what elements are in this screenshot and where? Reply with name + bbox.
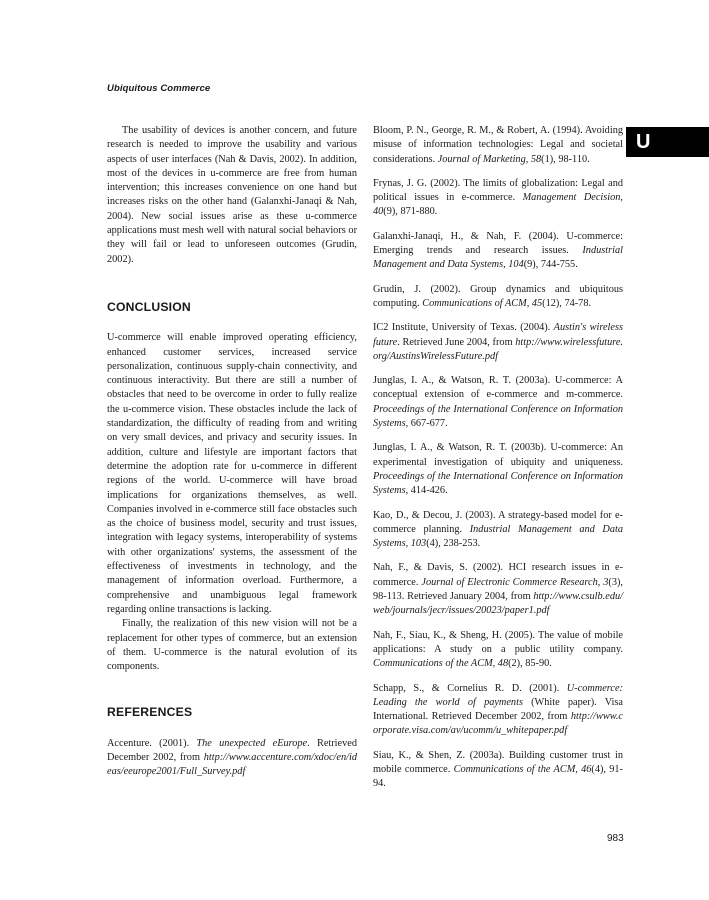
ref-text: (9), 871-880.	[383, 206, 438, 218]
ref-text: Schapp, S., & Cornelius R. D. (2001).	[373, 682, 567, 694]
ref-text: Grudin, J. (2002). Group dynamics and ubiquitous computing.	[373, 283, 623, 309]
ref-text: Siau, K., & Shen, Z. (2003a). Building customer trust in mobile commerce.	[373, 749, 623, 775]
ref-url: http://www.accenture.com/xdoc/en/ideas/eeurope2001/Full_Survey.pdf	[107, 751, 357, 778]
running-head: Ubiquitous Commerce	[107, 83, 211, 94]
ref-text: Junglas, I. A., & Watson, R. T. (2003b). U-commerce: An experimental investigation of ubiquity and uniqueness.	[373, 442, 623, 468]
reference-entry	[373, 230, 623, 273]
reference-entry	[373, 283, 623, 312]
reference-entry	[373, 629, 623, 672]
ref-url: http://www.csulb.edu/web/journals/jecr/issues/20023/paper1.pdf	[373, 591, 623, 617]
ref-text: Frynas, J. G. (2002). The limits of globalization: Legal and political issues in e-commerce.	[373, 177, 623, 204]
ref-title: Communications of ACM, 45	[422, 297, 543, 309]
reference-entry	[107, 737, 357, 780]
reference-entry	[373, 441, 623, 498]
thumb-index-tab: U	[626, 127, 709, 157]
ref-text: (4), 91-94.	[373, 763, 623, 790]
ref-title: Management Decision, 40	[373, 192, 623, 218]
ref-text: Nah, F., Siau, K., & Sheng, H. (2005). The value of mobile applications: A study on a public utility company.	[373, 629, 623, 655]
reference-entry	[373, 374, 623, 431]
intro-paragraph: The usability of devices is another concern, and future research is needed to improve the usability and various aspects of user interfaces (Nah & Davis, 2002). In addition, most of the devices in u-commerce are free from human intervention; this increases convenience on one hand but increases risks on the other hand (Galanxhi-Janaqi & Nah, 2004). New social issues arise as these u-commerce applications must mesh well with natural social behaviors or they will fail or lead to unforeseen outcomes (Grudin, 2002).	[107, 125, 357, 265]
ref-text: (3), 98-113. Retrieved January 2004, from	[373, 576, 623, 603]
ref-text: Galanxhi-Janaqi, H., & Nah, F. (2004). U-commerce: Emerging trends and research issues.	[373, 230, 623, 257]
ref-text: , 414-426.	[405, 485, 448, 497]
ref-text: . Retrieved June 2004, from	[397, 336, 516, 348]
ref-title: Industrial Management and Data Systems, 104	[373, 245, 623, 271]
ref-text: , 667-677.	[405, 418, 448, 430]
ref-text: (9), 744-755.	[523, 259, 578, 271]
reference-entry	[373, 177, 623, 220]
reference-entry	[373, 124, 623, 167]
ref-title: U-commerce: Leading the world of payments	[373, 682, 623, 708]
conclusion-paragraph-2: Finally, the realization of this new vision will not be a replacement for other types of commerce, but an extension of them. U-commerce is the natural evolution of its components.	[107, 618, 357, 673]
reference-entry	[373, 682, 623, 739]
ref-text: Accenture. (2001).	[107, 737, 197, 749]
ref-title: Communications of the ACM, 48	[373, 658, 509, 670]
ref-title: Industrial Management and Data Systems, 103	[373, 523, 624, 550]
ref-url: http://www.corporate.visa.com/av/ucomm/u_whitepaper.pdf	[373, 711, 623, 737]
ref-title: Journal of Electronic Commerce Research, 3	[421, 576, 609, 588]
ref-text: (12), 74-78.	[542, 297, 592, 309]
reference-entry	[373, 749, 623, 792]
ref-text: (White paper). Visa International. Retrieved December 2002, from	[373, 696, 623, 723]
page-number: 983	[607, 833, 624, 844]
conclusion-heading: CONCLUSION	[107, 299, 191, 314]
ref-title: Journal of Marketing, 58	[437, 153, 542, 165]
reference-entry	[373, 321, 623, 364]
ref-text: (2), 85-90.	[508, 658, 552, 670]
ref-text: (1), 98-110.	[541, 153, 590, 165]
ref-text: . Retrieved December 2002, from	[107, 737, 357, 763]
ref-text: (4), 238-253.	[426, 538, 481, 550]
ref-text: IC2 Institute, University of Texas. (2004).	[373, 322, 554, 334]
ref-text: Kao, D., & Decou, J. (2003). A strategy-based model for e-commerce planning.	[373, 509, 623, 535]
left-column	[107, 124, 357, 780]
right-column	[373, 124, 623, 792]
ref-title: Austin's wireless future	[373, 322, 623, 348]
ref-text: Nah, F., & Davis, S. (2002). HCI research issues in e-commerce.	[373, 562, 623, 588]
ref-text: Junglas, I. A., & Watson, R. T. (2003a). U-commerce: A conceptual extension of e-commerce and m-commerce.	[373, 375, 623, 401]
ref-title: Proceedings of the International Conference on Information Systems	[373, 403, 623, 430]
ref-title: Proceedings of the International Conference on Information Systems	[373, 470, 623, 497]
reference-entry	[373, 561, 623, 618]
ref-title: The unexpected eEurope	[196, 737, 308, 749]
ref-title: Communications of the ACM, 46	[453, 763, 592, 775]
ref-url: http://www.wirelessfuture.org/AustinsWirelessFuture.pdf	[373, 336, 623, 362]
references-heading: REFERENCES	[107, 705, 193, 720]
ref-text: Bloom, P. N., George, R. M., & Robert, A. (1994). Avoiding misuse of information technologies: Legal and societal considerations.	[373, 125, 623, 165]
conclusion-paragraph-1: U-commerce will enable improved operating efficiency, enhanced customer services, increased service personalization, continuous supply-chain connectivity, and continuous interactivity. But there are still a number of obstacles that need to be overcome in order to fully realize the u-commerce vision. These obstacles include the lack of standardization, the difficulty of reading from and writing on very small devices, and privacy and security issues. In addition, culture and lifestyle are important factors that determine the adoption rate for u-commerce in different regions of the world. U-commerce will have broad implications for organizations themselves, as well. Companies involved in e-commerce still face obstacles such as the choice of business model, security and trust issues, integration with legacy systems, interoperability of systems with other organizations' systems, the assessment of the effectiveness of investments in technology, and the management of information overload. Furthermore, a comprehensive and unambiguous legal framework regarding online transactions is lacking.	[107, 332, 357, 615]
reference-entry	[373, 509, 623, 552]
